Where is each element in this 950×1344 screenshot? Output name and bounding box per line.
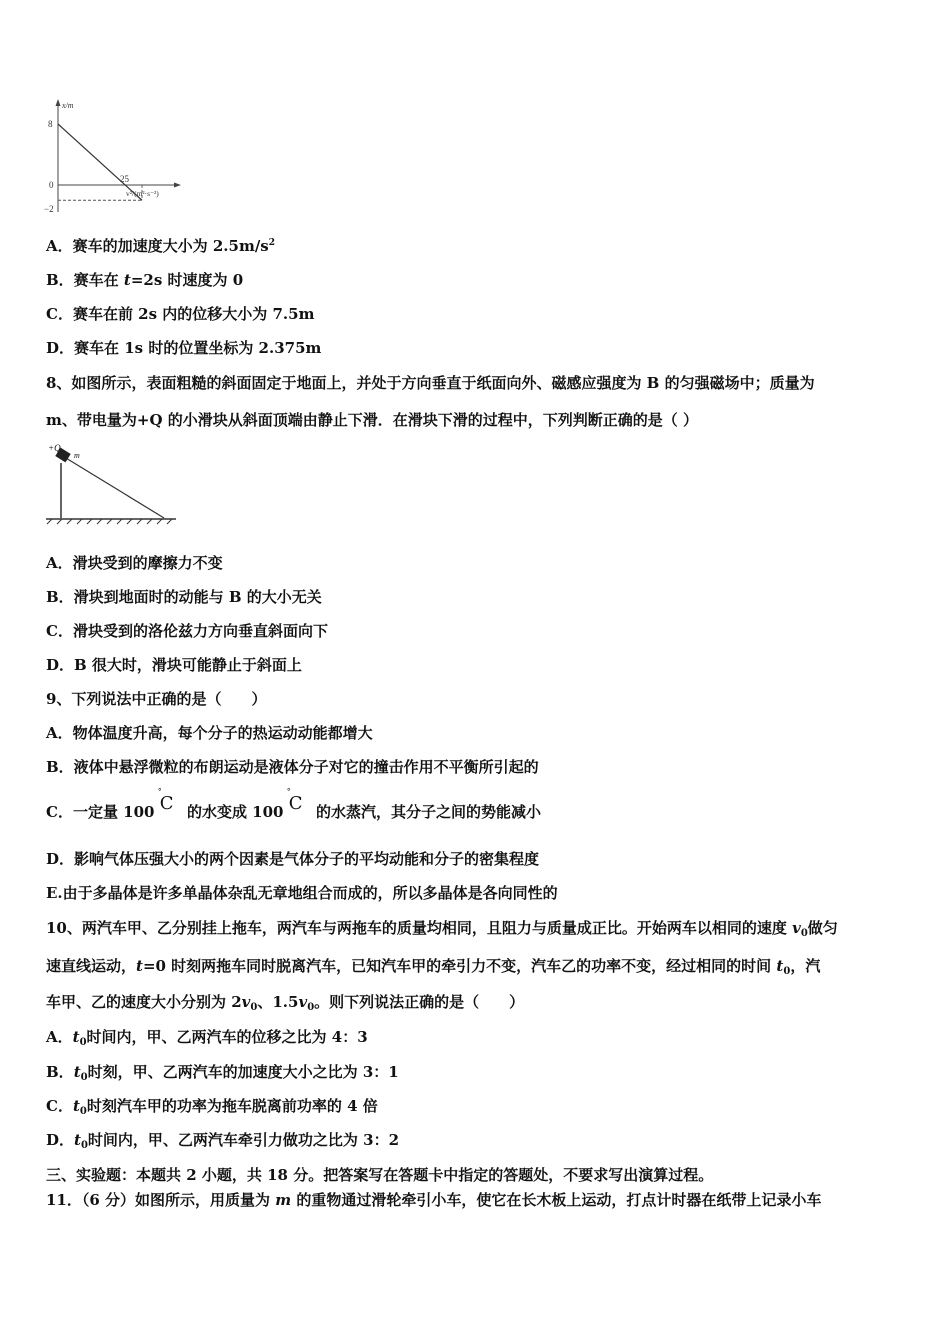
- y-axis-arrow: [56, 99, 61, 106]
- q11-stem: [46, 1190, 910, 1210]
- q10-option-b-text: 时刻，甲、乙两汽车的加速度大小之比为 3：1: [87, 1063, 399, 1081]
- q9-option-d: D．影响气体压强大小的两个因素是气体分子的平均动能和分子的密集程度: [46, 850, 540, 868]
- q8-option-c: C．滑块受到的洛伦兹力方向垂直斜面向下: [46, 622, 328, 640]
- q7-option-b-post: =2s 时速度为 0: [130, 271, 244, 289]
- q10-option-d: [46, 1130, 910, 1150]
- q8-option-a: A．滑块受到的摩擦力不变: [46, 554, 223, 572]
- q8-stem-line1: 8、如图所示，表面粗糙的斜面固定于地面上，并处于方向垂直于纸面向外、磁感应强度为 B 的匀强磁场中；质量为: [46, 374, 815, 392]
- q10-line1-pre: 10、两汽车甲、乙分别挂上拖车，两汽车与两拖车的质量均相同，且阻力与质量成正比。开始两车以相同的速度: [46, 919, 793, 937]
- figure-incline: [44, 443, 194, 525]
- q10-var-t: t: [72, 1028, 80, 1046]
- q10-option-d-text: 时间内，甲、乙两汽车牵引力做功之比为 3：2: [87, 1131, 400, 1149]
- q10-sub-0: 0: [307, 1002, 315, 1013]
- tick-label-8: 8: [48, 119, 53, 129]
- q9-option-c-part3: 的水蒸汽，其分子之间的势能减小: [315, 803, 541, 821]
- tick-label-0: 0: [49, 180, 54, 190]
- q10-var-v: v: [298, 993, 308, 1011]
- q10-line3-c: 。则下列说法正确的是（ ）: [314, 993, 525, 1011]
- q7-option-b-var: t: [123, 271, 131, 289]
- q10-line2-b: =0 时刻两拖车同时脱离汽车，已知汽车甲的牵引力不变，汽车乙的功率不变，经过相同的时间: [142, 957, 777, 975]
- degree-celsius-symbol: ° C: [160, 794, 182, 814]
- q10-var-t: t: [74, 1131, 81, 1149]
- q10-option-a: [46, 1027, 910, 1047]
- q10-sub-0: 0: [79, 1037, 87, 1048]
- q10-var-t: t: [72, 1097, 80, 1115]
- q7-option-d: D．赛车在 1s 时的位置坐标为 2.375m: [46, 339, 322, 357]
- q10-line2-c: ，汽: [790, 957, 821, 975]
- q10-option-d-label: D．: [46, 1131, 75, 1149]
- q11-var-m: m: [275, 1191, 292, 1209]
- q10-line2-a: 速直线运动，: [46, 957, 137, 975]
- q10-option-a-label: A．: [46, 1028, 73, 1046]
- q10-stem-line2: [46, 956, 910, 976]
- degree-celsius-symbol: ° C: [289, 794, 311, 814]
- q8-stem-line2: m、带电量为+Q 的小滑块从斜面顶端由静止下滑．在滑块下滑的过程中，下列判断正确的是（ ）: [46, 411, 698, 429]
- q10-option-b-label: B．: [46, 1063, 74, 1081]
- q10-var-t: t: [136, 957, 143, 975]
- q7-option-c: C．赛车在前 2s 内的位移大小为 7.5m: [46, 305, 315, 323]
- q10-var-t: t: [73, 1063, 81, 1081]
- q10-option-c-label: C．: [46, 1097, 73, 1115]
- q10-option-c-text: 时刻汽车甲的功率为拖车脱离前功率的 4 倍: [86, 1097, 378, 1115]
- q10-var-t: t: [776, 957, 784, 975]
- ground-hatching: [47, 519, 172, 524]
- q11-pre: 11．（6 分）如图所示，用质量为: [46, 1191, 276, 1209]
- tick-label-25: 25: [120, 174, 129, 184]
- q8-option-d: D．B 很大时，滑块可能静止于斜面上: [46, 656, 302, 674]
- q10-sub-0: 0: [80, 1072, 88, 1083]
- q10-sub-0: 0: [79, 1106, 87, 1117]
- charge-label: +Q: [48, 443, 61, 453]
- q10-stem-line1: [46, 918, 910, 938]
- q7-option-a: [46, 236, 910, 256]
- q9-option-e: E.由于多晶体是许多单晶体杂乱无章地组合而成的，所以多晶体是各向同性的: [46, 884, 558, 902]
- q10-var-v: v: [792, 919, 801, 937]
- q10-sub-0: 0: [80, 1140, 88, 1151]
- q10-option-c: [46, 1096, 910, 1116]
- q7-option-a-text: A．赛车的加速度大小为 2.5m/s: [46, 237, 269, 255]
- q9-option-c: [46, 793, 910, 822]
- q9-option-c-part2: 的水变成 100: [186, 803, 284, 821]
- q10-line3-b: 、1.5: [257, 993, 299, 1011]
- figure-x-v2-graph: [40, 96, 190, 221]
- q8-option-b: B．滑块到地面时的动能与 B 的大小无关: [46, 588, 322, 606]
- y-axis-label: x/m: [62, 101, 74, 110]
- q7-option-a-sup: 2: [268, 238, 276, 248]
- q7-option-b-pre: B．赛车在: [46, 271, 124, 289]
- q10-sub-0: 0: [250, 1002, 258, 1013]
- q10-stem-line3: [46, 992, 910, 1012]
- tick-label-neg2: −2: [44, 204, 54, 214]
- x-axis-label: v²/(m²·s⁻²): [126, 189, 159, 198]
- mass-label: m: [74, 451, 80, 460]
- q9-stem: 9、下列说法中正确的是（ ）: [46, 690, 267, 708]
- q10-option-a-text: 时间内，甲、乙两汽车的位移之比为 4：3: [86, 1028, 368, 1046]
- q9-option-c-part1: C．一定量 100: [46, 803, 155, 821]
- q10-line1-post: 做匀: [807, 919, 838, 937]
- q10-sub-0: 0: [800, 928, 808, 939]
- q11-post: 的重物通过滑轮牵引小车，使它在长木板上运动，打点计时器在纸带上记录小车: [291, 1191, 822, 1209]
- q10-line3-a: 车甲、乙的速度大小分别为 2: [46, 993, 242, 1011]
- x-axis-arrow: [174, 183, 181, 188]
- q9-option-b: B．液体中悬浮微粒的布朗运动是液体分子对它的撞击作用不平衡所引起的: [46, 758, 539, 776]
- q9-option-a: A．物体温度升高，每个分子的热运动动能都增大: [46, 724, 373, 742]
- q10-option-b: [46, 1062, 910, 1082]
- section-3-heading: 三、实验题：本题共 2 小题，共 18 分。把答案写在答题卡中指定的答题处，不要求写出演算过程。: [46, 1166, 714, 1184]
- q10-sub-0: 0: [783, 966, 791, 977]
- q10-var-v: v: [241, 993, 251, 1011]
- incline-slope: [61, 455, 164, 518]
- q7-option-b: [46, 270, 910, 290]
